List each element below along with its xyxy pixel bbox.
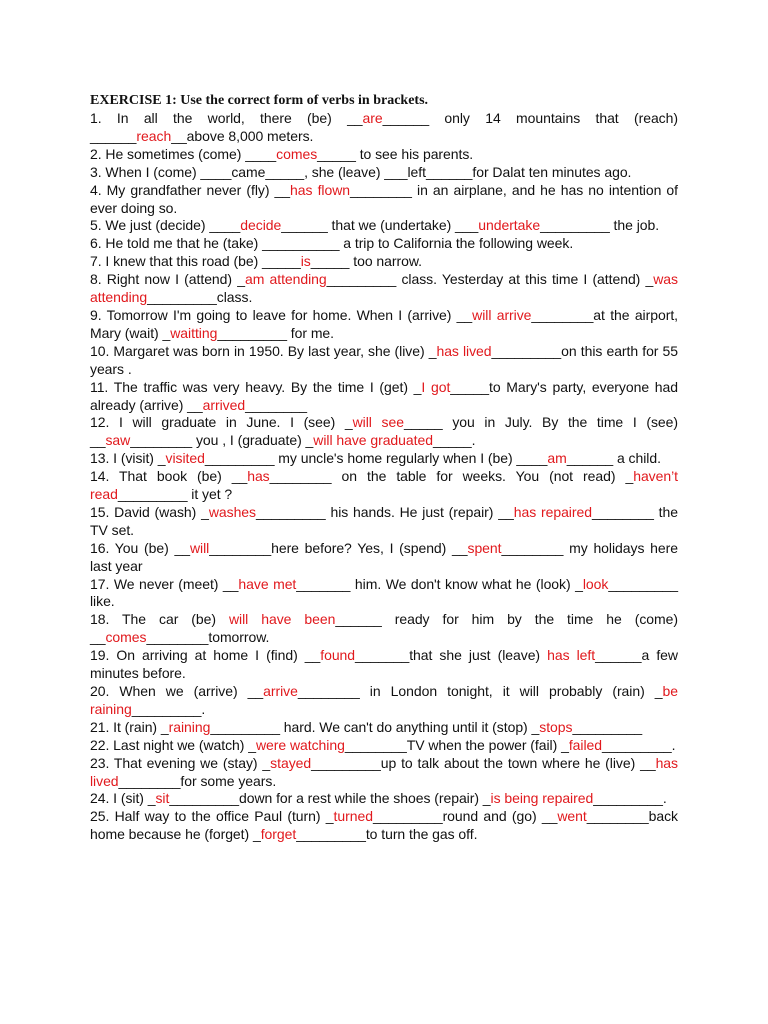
question-text: ________here before? Yes, I (spend) __ [209, 539, 468, 556]
answer-text: visited [165, 450, 205, 467]
question-text: _____. [432, 432, 476, 449]
answer-text: has repaired [513, 503, 592, 520]
exercise-item [90, 808, 678, 844]
answer-text: stayed [270, 754, 312, 771]
exercise-item [90, 146, 678, 164]
question-text: _____to Mary's party, everyone had already (arrive) __ [90, 378, 679, 413]
question-text: ______ only 14 mountains that (reach) ______ [90, 110, 678, 144]
question-text: 6. He told me that he (take) __________ a trip to California the following week. [90, 235, 574, 252]
question-text: __above 8,000 meters. [171, 127, 314, 144]
exercise-item [90, 755, 678, 791]
question-text: ______ that we (undertake) ___ [281, 217, 479, 234]
question-text: 19. On arriving at home I (find) __ [90, 647, 321, 664]
question-text: 25. Half way to the office Paul (turn) _ [90, 808, 334, 825]
question-text: ______ a child. [566, 450, 661, 467]
question-text: ________at the airport, Mary (wait) _ [90, 306, 678, 341]
exercise-item [90, 647, 678, 683]
exercise-item [90, 414, 678, 450]
question-text: ________ in an airplane, and he has no intention of ever doing so. [90, 181, 678, 216]
exercise-item [90, 540, 678, 576]
question-text: 9. Tomorrow I'm going to leave for home. When I (arrive) __ [90, 306, 473, 323]
answer-text: saw [105, 432, 131, 449]
exercise-item [90, 737, 678, 755]
question-text: ________for some years. [118, 772, 277, 789]
question-text: _________ my uncle's home regularly when I (be) ____ [204, 450, 548, 467]
answer-text: decide [240, 217, 282, 234]
answer-text: washes [208, 503, 256, 520]
question-text: 4. My grandfather never (fly) __ [90, 181, 291, 198]
question-text: _____ to see his parents. [317, 145, 474, 162]
question-text: _________ his hands. He just (repair) __ [256, 503, 514, 520]
question-text: 16. You (be) __ [90, 539, 190, 556]
question-text: ________ the TV set. [90, 503, 678, 538]
exercise-item [90, 468, 678, 504]
answer-text: has lived [90, 754, 678, 789]
answer-text: I got [421, 378, 451, 395]
answer-text: is being repaired [490, 790, 594, 807]
question-text: ________back home because he (forget) _ [90, 808, 678, 843]
answer-text: sit [155, 790, 170, 807]
answer-text: has lived [436, 342, 492, 359]
question-text: _________ [572, 718, 643, 735]
answer-text: comes [105, 629, 147, 646]
question-text: ________ my holidays here last year [90, 539, 678, 574]
question-text: 17. We never (meet) __ [90, 575, 239, 592]
question-text: ________ on the table for weeks. You (not read) _ [269, 468, 634, 485]
answer-text: failed [568, 736, 602, 753]
answer-text: reach [136, 127, 172, 144]
question-text: 18. The car (be) [90, 611, 229, 628]
answer-text: spent [467, 539, 502, 556]
question-text: 15. David (wash) _ [90, 503, 209, 520]
question-text: _________ class. Yesterday at this time I (attend) _ [326, 271, 654, 288]
question-text: _________ it yet ? [117, 486, 233, 503]
question-text: _______that she just (leave) [355, 647, 548, 664]
question-text: 13. I (visit) _ [90, 450, 166, 467]
answer-text: are [362, 110, 383, 126]
exercise-item [90, 611, 678, 647]
answer-text: stops [539, 718, 573, 735]
question-text: 5. We just (decide) ____ [90, 217, 241, 234]
exercise-item [90, 683, 678, 719]
exercise-item [90, 343, 678, 379]
question-text: _________to turn the gas off. [296, 826, 478, 843]
answer-text: will see [352, 414, 404, 431]
question-text: _________class. [147, 289, 253, 306]
exercise-item [90, 379, 678, 415]
question-text: _________ hard. We can't do anything until it (stop) _ [210, 718, 540, 735]
exercise-item [90, 307, 678, 343]
answer-text: undertake [478, 217, 541, 234]
answer-text: am [547, 450, 567, 467]
answer-text: will [189, 539, 210, 556]
question-text: _________round and (go) __ [372, 808, 558, 825]
exercise-item [90, 253, 678, 271]
question-text: 7. I knew that this road (be) _____ [90, 253, 301, 270]
question-text: 14. That book (be) __ [90, 468, 248, 485]
question-text: 24. I (sit) _ [90, 790, 156, 807]
exercise-item [90, 164, 678, 182]
answer-text: will arrive [472, 306, 532, 323]
question-text: 23. That evening we (stay) _ [90, 754, 271, 771]
answer-text: were watching [255, 736, 345, 753]
answer-text: will have graduated [313, 432, 433, 449]
answer-text: went [557, 808, 587, 825]
question-text: 11. The traffic was very heavy. By the time I (get) _ [90, 378, 422, 395]
answer-text: has flown [290, 181, 351, 198]
exercise-item [90, 182, 678, 218]
question-text: 22. Last night we (watch) _ [90, 736, 256, 753]
question-text: ________ [245, 396, 307, 413]
question-text: _____ too narrow. [310, 253, 422, 270]
answer-text: turned [333, 808, 373, 825]
question-text: ________tomorrow. [146, 629, 270, 646]
answer-text: found [320, 647, 356, 664]
answer-text: be raining [90, 683, 678, 717]
question-text: _________ like. [90, 575, 678, 610]
exercise-item [90, 576, 678, 612]
exercise-items [90, 110, 678, 844]
answer-text: have met [238, 575, 297, 592]
question-text: 2. He sometimes (come) ____ [90, 145, 277, 162]
exercise-item [90, 110, 678, 146]
question-text: _________. [593, 790, 667, 807]
exercise-item [90, 790, 678, 808]
answer-text: am attending [244, 271, 327, 288]
question-text: 20. When we (arrive) __ [90, 683, 264, 699]
exercise-item [90, 271, 678, 307]
question-text: _________up to talk about the town where he (live) __ [311, 754, 656, 771]
exercise-item [90, 504, 678, 540]
question-text: ________TV when the power (fail) _ [344, 736, 569, 753]
question-text: ______a few minutes before. [90, 647, 678, 682]
answer-text: has left [547, 647, 596, 664]
question-text: _________. [601, 736, 676, 753]
answer-text: haven’t read [90, 468, 678, 503]
question-text: 3. When I (come) ____came_____, she (leave) ___left______for Dalat ten minutes ago. [90, 163, 632, 180]
question-text: 12. I will graduate in June. I (see) _ [90, 414, 353, 431]
question-text: ________ in London tonight, it will probably (rain) _ [297, 683, 663, 699]
question-text: _________on this earth for 55 years . [90, 342, 679, 377]
answer-text: has [247, 468, 270, 485]
question-text: 1. In all the world, there (be) __ [90, 110, 363, 126]
question-text: 10. Margaret was born in 1950. By last year, she (live) _ [90, 342, 437, 359]
question-text: 8. Right now I (attend) _ [90, 271, 245, 288]
answer-text: look [582, 575, 609, 592]
question-text: _________down for a rest while the shoes (repair) _ [169, 790, 491, 807]
question-text: ______ ready for him by the time he (come) __ [90, 611, 679, 646]
exercise-item [90, 719, 678, 737]
question-text: _________. [131, 700, 206, 717]
exercise-item [90, 235, 678, 253]
question-text: 21. It (rain) _ [90, 718, 169, 735]
question-text: _____ you in July. By the time I (see) __ [90, 414, 678, 449]
exercise-item [90, 217, 678, 235]
question-text: _________ the job. [540, 217, 660, 234]
question-text: _______ him. We don't know what he (look) _ [296, 575, 583, 592]
answer-text: raining [168, 718, 211, 735]
question-text: _________ for me. [217, 324, 335, 341]
answer-text: will have been [229, 611, 336, 628]
answer-text: was attending [90, 271, 678, 306]
answer-text: arrive [263, 683, 298, 699]
question-text: ________ you , I (graduate) _ [130, 432, 314, 449]
answer-text: arrived [202, 396, 246, 413]
exercise-title: EXERCISE 1: Use the correct form of verbs in brackets. [90, 93, 429, 108]
answer-text: comes [276, 145, 318, 162]
answer-text: waitting [170, 324, 218, 341]
exercise-item [90, 450, 678, 468]
exercise-body [90, 92, 678, 844]
answer-text: is [300, 253, 311, 270]
answer-text: forget [260, 826, 297, 843]
